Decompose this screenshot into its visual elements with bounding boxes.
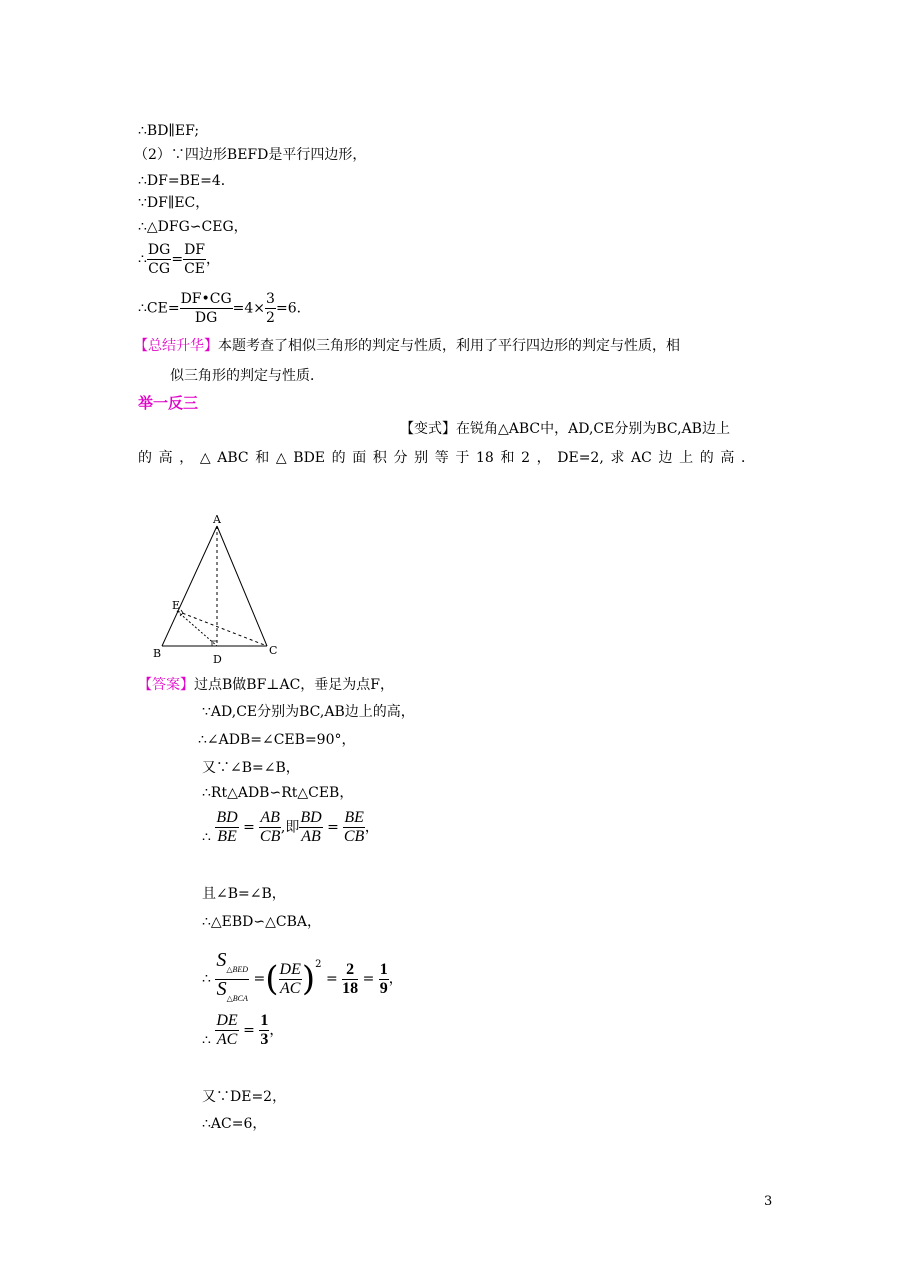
label-D: D [213,653,222,666]
line-2: （2）∵四边形BEFD是平行四边形， [134,147,367,163]
answer-line-8: ∴△EBD∽△CBA， [202,914,322,930]
answer-line-11: 又∵DE=2， [202,1089,287,1105]
answer-line-2: ∵AD,CE分别为BC,AB边上的高， [202,704,415,720]
line-3: ∴DF=BE=4． [138,173,235,189]
answer-line-7: 且∠B=∠B， [202,886,286,902]
answer-line-5: ∴Rt△ADB∽Rt△CEB， [202,785,354,801]
page-number: 3 [764,1194,773,1209]
answer-line-4: 又∵∠B=∠B， [202,760,300,776]
variant-line-2: 的高，△ABC和△BDE的面积分别等于18和2，DE=2,求AC边上的高． [138,450,755,466]
label-A: A [213,513,221,526]
line-7-equation: ∴CE= $\frac{DF•CG}{DG}$ =4× $\frac{3}{2}$ =6． [138,291,311,326]
line-6-equation: ∴ $\frac{DG}{CG}$ = $\frac{DF}{CE}$ ， [138,242,221,277]
label-C: C [269,644,278,657]
summary-tag: 【总结升华】 [134,338,218,354]
summary-line-1: 【总结升华】本题考查了相似三角形的判定与性质，利用了平行四边形的判定与性质，相 [134,338,680,354]
variant-line-1: 【变式】在锐角△ABC中，AD,CE分别为BC,AB边上 [400,421,730,437]
label-E: E [172,599,181,612]
answer-line-12: ∴AC=6， [202,1116,267,1132]
line-4: ∵DF∥EC， [138,195,210,211]
answer-line-9-equation: ∴ $\frac{S_{\triangle BED}}{S_{\triangle BCA}}$ =( $\frac{DE}{AC}$ )$^2$ = $\frac{2}{18}$ = $\frac{1}{9}$ ， [202,948,403,1003]
section-title: 举一反三 [138,394,199,412]
answer-line-1: 【答案】过点B做BF⊥AC，垂足为点F， [138,677,394,693]
answer-line-10-equation: ∴ $\frac{DE}{AC}$ = $\frac{1}{3}$ ， [202,1012,284,1049]
answer-tag: 【答案】 [138,677,194,693]
triangle-figure [150,508,290,668]
summary-line-2: 似三角形的判定与性质． [170,368,324,384]
line-1: ∴BD∥EF; [138,123,200,139]
line-5: ∴△DFG∽CEG， [138,219,248,235]
label-B: B [153,647,162,660]
answer-line-3: ∴∠ADB=∠CEB=90°， [198,732,356,748]
answer-line-6-equation: ∴ $\frac{BD}{BE}$ = $\frac{AB}{CB}$ ,即 $\frac{BD}{AB}$ = $\frac{BE}{CB}$ ， [202,809,379,846]
